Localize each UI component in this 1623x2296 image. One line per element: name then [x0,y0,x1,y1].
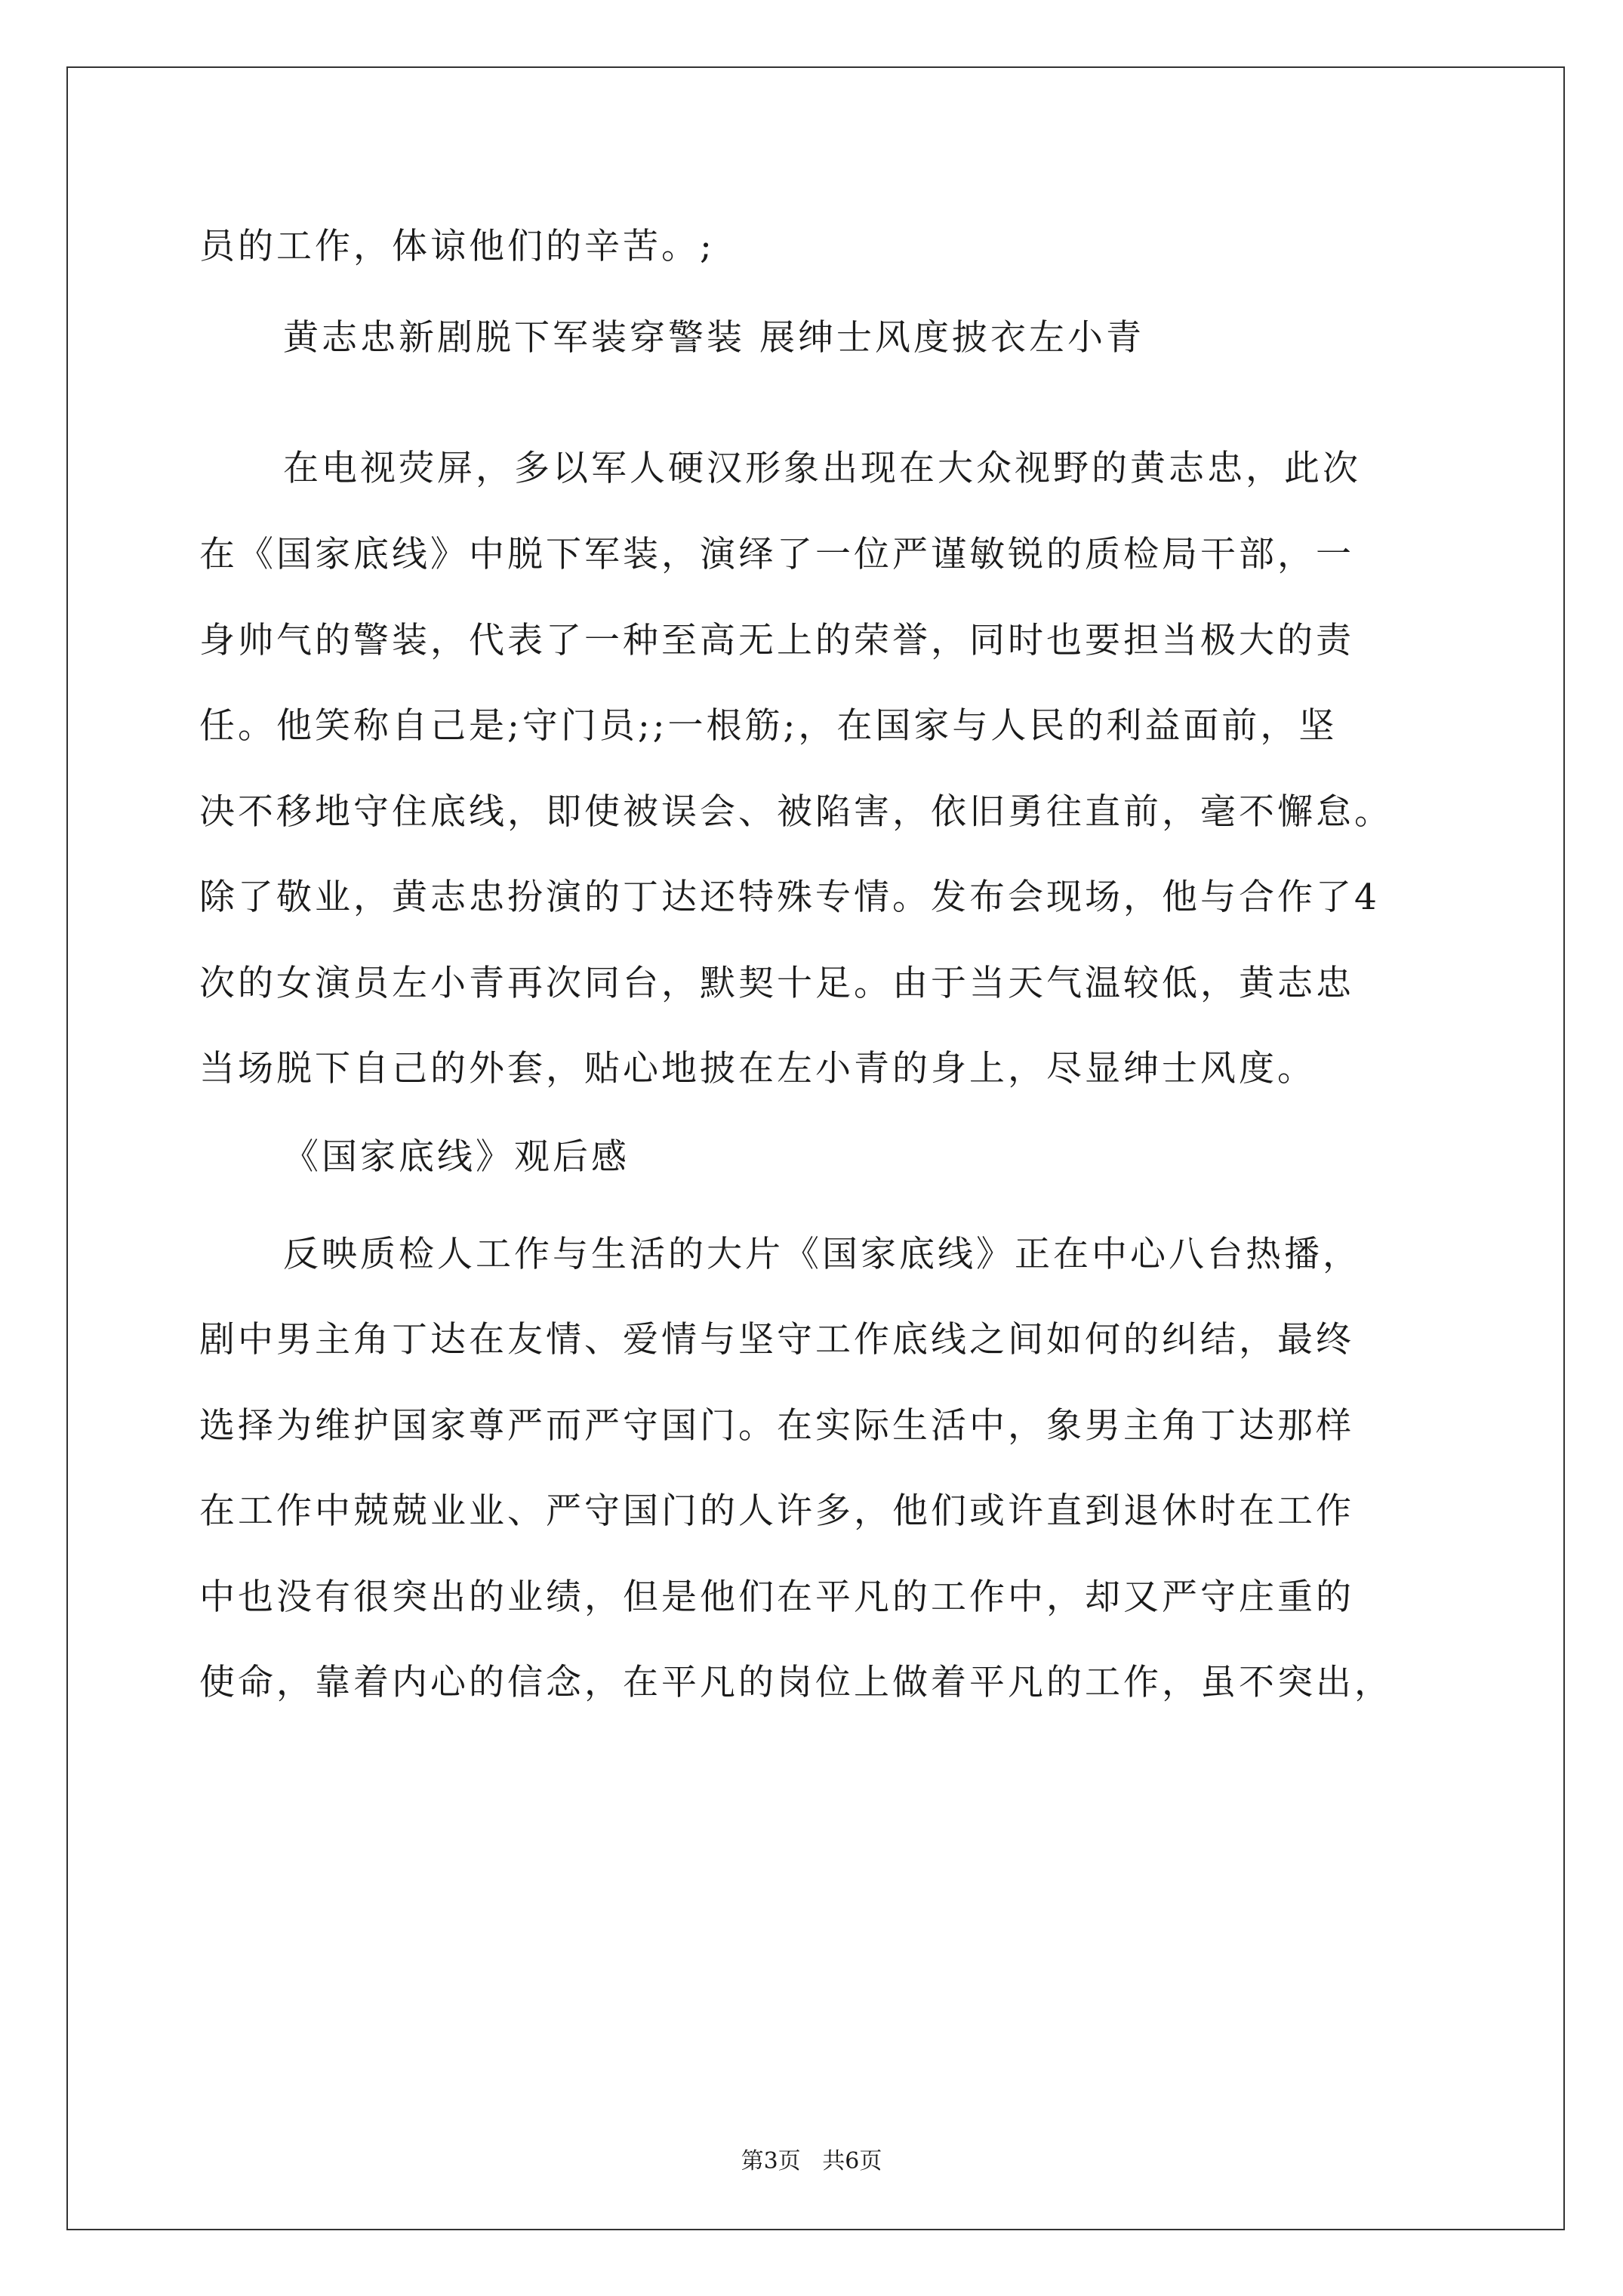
text-line: 任。他笑称自己是;守门员;;一根筋;，在国家与人民的利益面前，坚 [199,705,1338,747]
page-number-footer: 第3页 共6页 [741,2148,882,2174]
text-line: 反映质检人工作与生活的大片《国家底线》正在中心八台热播， [283,1234,1361,1275]
text-line: 当场脱下自己的外套，贴心地披在左小青的身上，尽显绅士风度。 [199,1048,1316,1089]
text-line: 次的女演员左小青再次同台，默契十足。由于当天气温较低，黄志忠 [199,963,1354,1004]
section-title: 《国家底线》观后感 [283,1136,630,1178]
text-line: 在工作中兢兢业业、严守国门的人许多，他们或许直到退休时在工作 [199,1490,1354,1532]
text-line: 选择为维护国家尊严而严守国门。在实际生活中，象男主角丁达那样 [199,1405,1354,1447]
text-line: 剧中男主角丁达在友情、爱情与坚守工作底线之间如何的纠结，最终 [199,1319,1354,1361]
text-line: 中也没有很突出的业绩，但是他们在平凡的工作中，却又严守庄重的 [199,1576,1354,1618]
text-line: 决不移地守住底线，即使被误会、被陷害，依旧勇往直前，毫不懈怠。 [199,791,1393,833]
text-line: 使命，靠着内心的信念，在平凡的岗位上做着平凡的工作，虽不突出， [199,1662,1393,1703]
text-line: 在《国家底线》中脱下军装，演绎了一位严谨敏锐的质检局干部，一 [199,534,1354,575]
text-line: 除了敬业，黄志忠扮演的丁达还特殊专情。发布会现场，他与合作了4 [199,877,1380,918]
text-line: 身帅气的警装，代表了一种至高无上的荣誉，同时也要担当极大的责 [199,620,1354,661]
text-line: 员的工作，体谅他们的辛苦。; [199,226,715,267]
headline: 黄志忠新剧脱下军装穿警装 展绅士风度披衣左小青 [283,317,1144,359]
text-line: 在电视荧屏，多以军人硬汉形象出现在大众视野的黄志忠，此次 [283,448,1361,489]
